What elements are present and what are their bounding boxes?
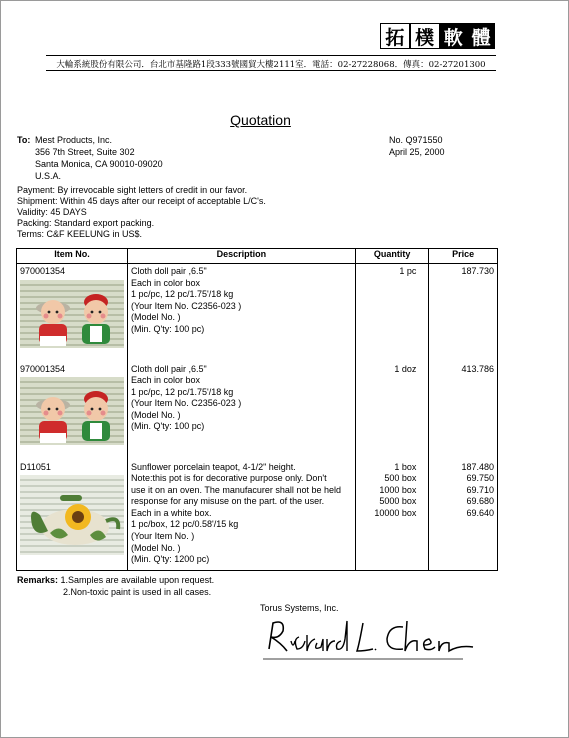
remarks-label: Remarks: bbox=[17, 575, 59, 585]
packing-term: Packing: Standard export packing. bbox=[17, 218, 155, 228]
table-header-row bbox=[17, 249, 498, 264]
header-rule-top bbox=[46, 55, 496, 56]
price-value: 69.640 bbox=[466, 507, 494, 518]
quantity-cell bbox=[355, 362, 429, 460]
table-row bbox=[17, 460, 498, 571]
price-term: Terms: C&F KEELUNG in US$. bbox=[17, 229, 143, 239]
price-value: 69.750 bbox=[466, 473, 494, 484]
address-line: Santa Monica, CA 90010-09020 bbox=[35, 159, 163, 169]
description-line: Each in color box bbox=[131, 375, 201, 386]
header-description: Description bbox=[128, 249, 356, 264]
quantity-value: 1 box bbox=[394, 461, 417, 472]
header-rule-bottom bbox=[46, 70, 496, 71]
logo-char-4: 體 bbox=[467, 23, 495, 49]
header-price: Price bbox=[429, 249, 498, 264]
address-line: Mest Products, Inc. bbox=[35, 135, 113, 145]
logo-char-3: 軟 bbox=[440, 23, 468, 49]
description-line: 1 pc/pc, 12 pc/1.75'/18 kg bbox=[131, 289, 234, 300]
price-value: 69.710 bbox=[466, 484, 494, 495]
item-number: 970001354 bbox=[20, 363, 66, 374]
description-line: Sunflower porcelain teapot, 4-1/2" height. bbox=[131, 461, 296, 472]
description-line: 1 pc/pc, 12 pc/1.75'/18 kg bbox=[131, 386, 234, 397]
description-cell bbox=[128, 264, 356, 362]
description-line: Note:this pot is for decorative purpose only. Don't bbox=[131, 473, 327, 484]
description-cell bbox=[128, 362, 356, 460]
description-cell bbox=[128, 460, 356, 571]
address-line: U.S.A. bbox=[35, 171, 62, 181]
description-line: use it on an oven. The manufacurer shall not be held bbox=[131, 484, 341, 495]
payment-term: Payment: By irrevocable sight letters of credit in our favor. bbox=[17, 185, 248, 195]
to-label: To: bbox=[17, 135, 31, 145]
shipment-term: Shipment: Within 45 days after our receipt of acceptable L/C's. bbox=[17, 196, 266, 206]
remark-1: 1.Samples are available upon request. bbox=[60, 575, 215, 585]
table-row bbox=[17, 264, 498, 362]
description-line: (Min. Q'ty: 100 pc) bbox=[131, 421, 205, 432]
quantity-cell bbox=[355, 460, 429, 571]
price-value: 187.480 bbox=[461, 461, 494, 472]
quotation-date: April 25, 2000 bbox=[389, 147, 445, 157]
description-line: 1 pc/box, 12 pc/0.58'/15 kg bbox=[131, 519, 239, 530]
logo-char-2: 樸 bbox=[410, 23, 440, 49]
price-cell bbox=[429, 362, 498, 460]
description-line: (Your Item No. C2356-023 ) bbox=[131, 398, 242, 409]
terms-block bbox=[17, 185, 266, 240]
handwritten-signature bbox=[263, 615, 487, 663]
item-no-cell bbox=[17, 362, 128, 460]
quotation-number: No. Q971550 bbox=[389, 135, 443, 145]
sunflower-teapot-photo bbox=[20, 475, 124, 555]
description-line: (Your Item No. C2356-023 ) bbox=[131, 300, 242, 311]
description-line: (Model No. ) bbox=[131, 542, 181, 553]
item-number: D11051 bbox=[20, 461, 51, 472]
cloth-doll-pair-photo bbox=[20, 280, 124, 348]
items-table bbox=[16, 248, 498, 571]
description-line: Cloth doll pair ,6.5" bbox=[131, 266, 207, 276]
remark-2: 2.Non-toxic paint is used in all cases. bbox=[63, 586, 212, 597]
item-no-cell bbox=[17, 264, 128, 362]
company-contact-line: 大輪系統股份有限公司．台北市基隆路1段333號國貿大樓2111室．電話：02-27228068．傳真：02-27201300 bbox=[56, 60, 486, 70]
price-value: 69.680 bbox=[466, 496, 494, 507]
reference-block bbox=[389, 134, 445, 158]
remarks-block bbox=[17, 575, 214, 598]
description-line: Each in a white box. bbox=[131, 507, 212, 518]
price-cell bbox=[429, 264, 498, 362]
address-line: 356 7th Street, Suite 302 bbox=[35, 147, 135, 157]
price-value: 413.786 bbox=[461, 363, 494, 374]
cloth-doll-pair-photo bbox=[20, 377, 124, 445]
header-item-no: Item No. bbox=[17, 249, 128, 264]
item-number: 970001354 bbox=[20, 266, 66, 276]
item-no-cell bbox=[17, 460, 128, 571]
quantity-value: 1 pc bbox=[399, 266, 417, 276]
document-title: Quotation bbox=[230, 112, 291, 128]
description-line: (Model No. ) bbox=[131, 312, 181, 323]
recipient-address bbox=[35, 134, 163, 182]
quantity-value: 10000 box bbox=[374, 507, 417, 518]
quantity-value: 500 box bbox=[384, 473, 417, 484]
logo-char-1: 拓 bbox=[380, 23, 410, 49]
price-value: 187.730 bbox=[461, 266, 494, 276]
table-row bbox=[17, 362, 498, 460]
company-logo bbox=[380, 23, 495, 49]
quantity-value: 1000 box bbox=[379, 484, 417, 495]
letterhead bbox=[1, 1, 568, 87]
description-line: (Min. Q'ty: 100 pc) bbox=[131, 323, 205, 334]
signing-company: Torus Systems, Inc. bbox=[260, 603, 339, 613]
description-line: (Model No. ) bbox=[131, 409, 181, 420]
description-line: Each in color box bbox=[131, 277, 201, 288]
header-quantity: Quantity bbox=[355, 249, 429, 264]
description-line: response for any misuse on the part. of the user. bbox=[131, 496, 325, 507]
description-line: (Your Item No. ) bbox=[131, 531, 195, 542]
quantity-value: 1 doz bbox=[394, 363, 417, 374]
description-line: Cloth doll pair ,6.5" bbox=[131, 363, 207, 374]
validity-term: Validity: 45 DAYS bbox=[17, 207, 87, 217]
quantity-cell bbox=[355, 264, 429, 362]
quantity-value: 5000 box bbox=[379, 496, 417, 507]
price-cell bbox=[429, 460, 498, 571]
description-line: (Min. Q'ty: 1200 pc) bbox=[131, 554, 210, 565]
